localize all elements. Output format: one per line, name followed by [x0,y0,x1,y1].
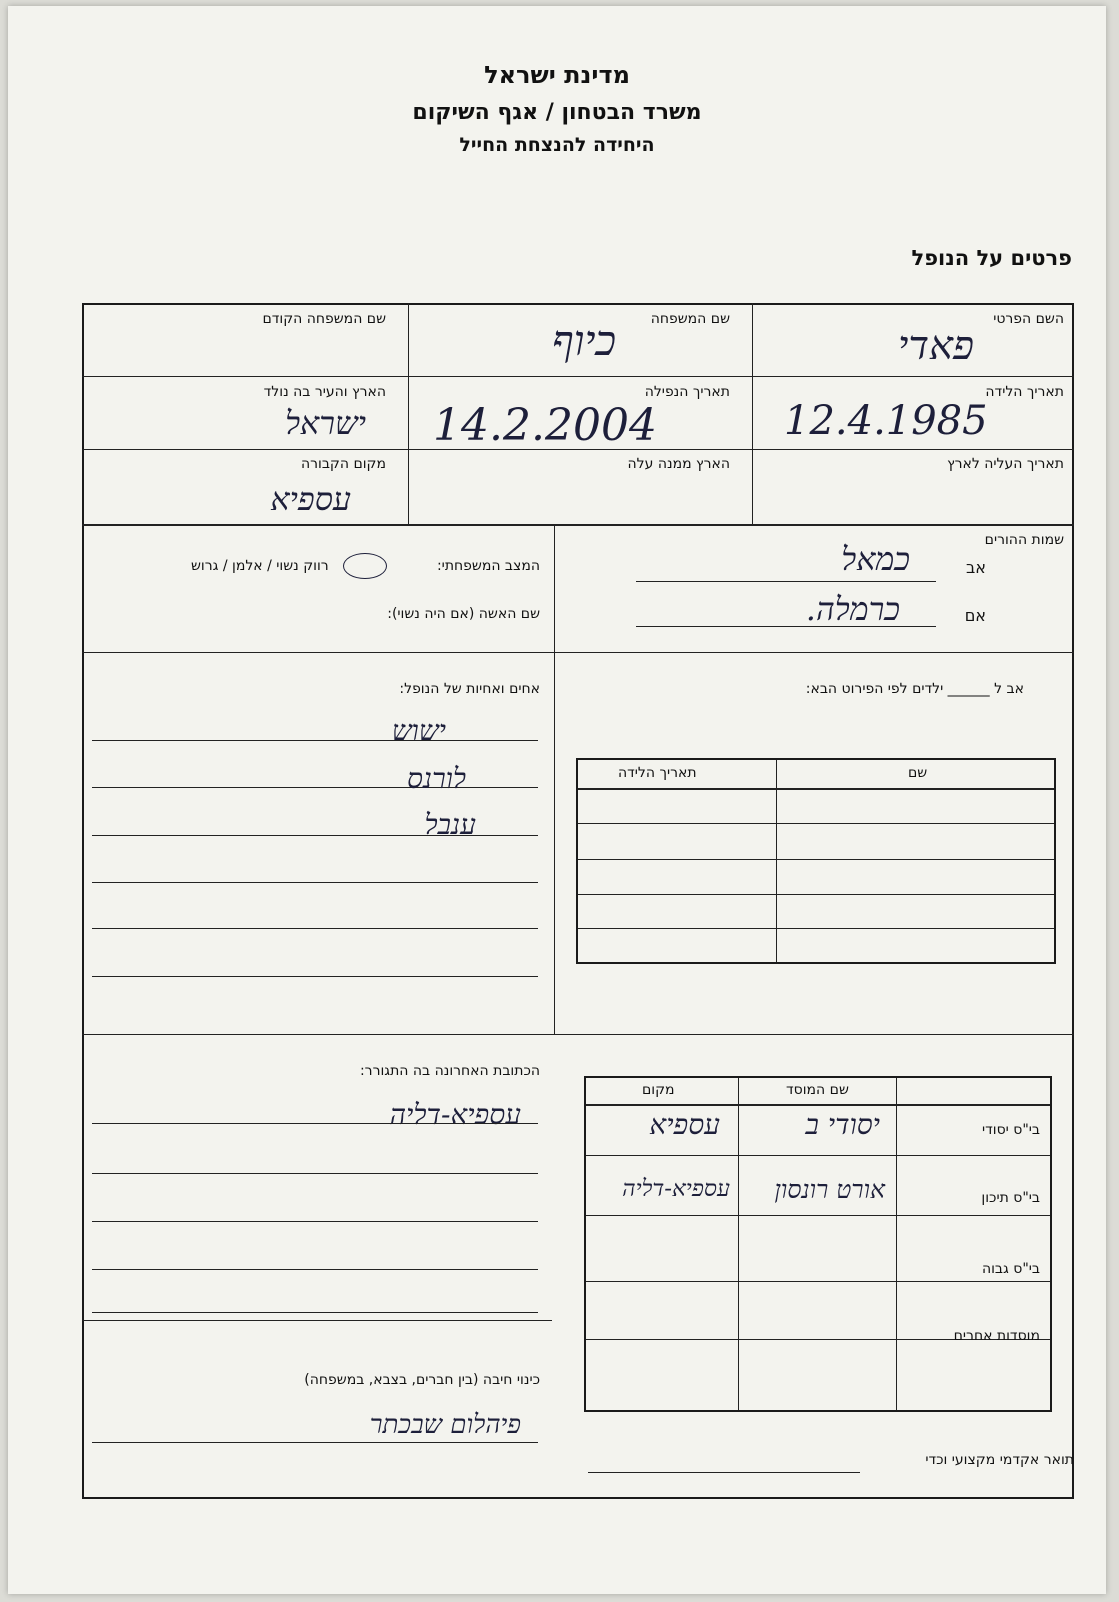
birth-date-value: 12.4.1985 [784,398,988,444]
birth-date-label: תאריך הלידה [985,384,1064,400]
father-label: אב [966,558,986,577]
divider [82,376,1074,377]
parents-title: שמות ההורים [984,532,1064,548]
marital-label: המצב המשפחתי: [436,558,540,574]
father-line [636,581,936,582]
birth-place-value: ישראל [285,404,366,442]
header-state: מדינת ישראל [484,61,630,89]
divider [82,1034,1074,1035]
children-col-birth: תאריך הלידה [618,765,697,781]
prev-family-label: שם המשפחה הקודם [262,311,386,327]
section-title: פרטים על הנופל [911,246,1072,270]
burial-value: עספיא [270,480,351,518]
mother-value: כרמלה. [805,590,900,628]
birth-place-label: הארץ והעיר בה נולד [263,384,386,400]
divider [752,303,753,524]
degree-line [588,1472,860,1473]
edu-row-label-4: מוסדות אחרים [953,1328,1040,1344]
edu-col-place: מקום [642,1082,675,1098]
family-name-value: כיוף [551,316,616,365]
edu-row-label-3: בי"ס גבוה [981,1261,1040,1277]
fall-date-value: 14.2.2004 [433,400,657,451]
edu-row-place-2: עספיא-דליה [622,1176,730,1202]
sibling-2: לורנס [406,762,466,795]
edu-row-institution-2: אורט רונסון [774,1175,885,1204]
education-table [584,1076,1052,1412]
family-name-label: שם המשפחה [650,311,730,327]
form-page [8,6,1106,1594]
edu-col-institution: שם המוסד [786,1082,849,1098]
edu-row-institution-1: יסודי ב [805,1108,880,1141]
address-value: עספיא-דליה [389,1098,521,1131]
divider [82,652,1074,653]
burial-label: מקום הקבורה [300,456,386,472]
wife-label: שם האשה (אם היה נשוי): [387,606,540,622]
children-table [576,758,1056,964]
marital-options: רווק נשוי / אלמן / גרוש [191,558,329,574]
header-unit: היחידה להנצחת החייל [459,134,655,156]
fall-date-label: תאריך הנפילה [644,384,730,400]
siblings-label: אחים ואחיות של הנופל: [399,681,540,697]
children-intro: אב ל ______ ילדים לפי הפירוט הבא: [805,681,1024,697]
divider [82,524,1074,526]
nickname-value: פיהלום שבכתר [369,1410,521,1440]
father-value: כמאל [841,540,910,578]
first-name-value: פאדי [897,323,974,369]
sibling-3: ענבל [424,808,476,841]
edu-row-label-2: בי"ס תיכון [981,1190,1040,1206]
children-col-name: שם [908,765,928,781]
header-ministry: משרד הבטחון / אגף השיקום [412,100,702,125]
origin-country-label: הארץ ממנה עלה [627,456,730,472]
first-name-label: השם הפרטי [993,311,1064,327]
marital-circle [343,553,387,579]
nickname-label: כינוי חיבה (בין חברים, בצבא, במשפחה) [304,1372,540,1388]
divider [554,652,555,1034]
sibling-1: ישוש [391,714,446,747]
divider [408,303,409,524]
aliyah-date-label: תאריך העליה לארץ [947,456,1064,472]
edu-row-label-1: בי"ס יסודי [981,1122,1040,1138]
address-label: הכתובת האחרונה בה התגורר: [359,1063,540,1079]
edu-row-place-1: עספיא [649,1108,720,1141]
mother-label: אם [964,606,986,625]
degree-label: תואר אקדמי מקצועי וכדי [925,1452,1074,1468]
divider [554,524,555,652]
